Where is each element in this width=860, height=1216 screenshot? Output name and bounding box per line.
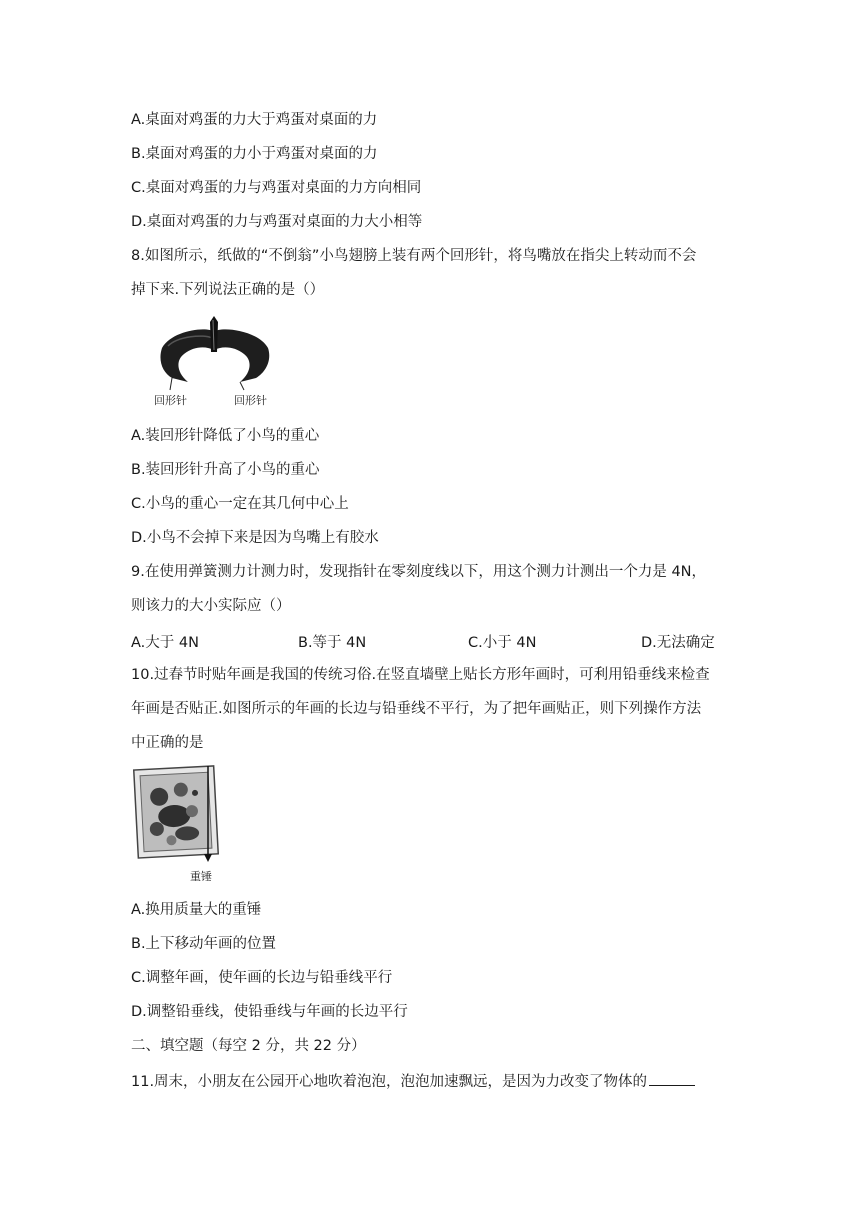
q9-option-a: A.大于 4N (131, 635, 199, 651)
q8-option-d: D.小鸟不会掉下来是因为鸟嘴上有胶水 (131, 530, 379, 546)
q9-option-b: B.等于 4N (298, 635, 367, 651)
q11-stem: 11.周末，小朋友在公园开心地吹着泡泡，泡泡加速飘远，是因为力改变了物体的 (131, 1074, 648, 1090)
q10-option-d: D.调整铅垂线，使铅垂线与年画的长边平行 (131, 1004, 408, 1020)
q8-bird-figure (148, 316, 278, 412)
q10-option-a: A.换用质量大的重锤 (131, 902, 262, 918)
q10-option-b: B.上下移动年画的位置 (131, 936, 277, 952)
q9-stem-line2: 则该力的大小实际应（） (131, 598, 291, 614)
q8-option-c: C.小鸟的重心一定在其几何中心上 (131, 496, 349, 512)
paperclip-label-right: 回形针 (234, 394, 267, 407)
q9-option-d: D.无法确定 (641, 635, 715, 651)
q11-answer-blank[interactable] (649, 1070, 695, 1086)
q10-stem-line1: 10.过春节时贴年画是我国的传统习俗.在竖直墙壁上贴长方形年画时，可利用铅垂线来检查 (131, 667, 710, 683)
q8-option-a: A.装回形针降低了小鸟的重心 (131, 428, 320, 444)
q7-option-b: B.桌面对鸡蛋的力小于鸡蛋对桌面的力 (131, 146, 378, 162)
q10-stem-line3: 中正确的是 (131, 735, 204, 751)
q9-option-c: C.小于 4N (468, 635, 537, 651)
q11-stem-line (131, 1070, 695, 1092)
q8-stem-line1: 8.如图所示，纸做的“不倒翁”小鸟翅膀上装有两个回形针，将鸟嘴放在指尖上转动而不会 (131, 248, 697, 264)
q7-option-c: C.桌面对鸡蛋的力与鸡蛋对桌面的力方向相同 (131, 180, 422, 196)
q8-stem-line2: 掉下来.下列说法正确的是（） (131, 282, 325, 298)
q8-option-b: B.装回形针升高了小鸟的重心 (131, 462, 320, 478)
section-2-heading: 二、填空题（每空 2 分，共 22 分） (131, 1038, 366, 1054)
q10-new-year-picture-figure (130, 764, 230, 886)
paperclip-label-left: 回形针 (154, 394, 187, 407)
q10-stem-line2: 年画是否贴正.如图所示的年画的长边与铅垂线不平行，为了把年画贴正，则下列操作方法 (131, 701, 702, 717)
q9-stem-line1: 9.在使用弹簧测力计测力时，发现指针在零刻度线以下，用这个测力计测出一个力是 4N， (131, 564, 707, 580)
q7-option-d: D.桌面对鸡蛋的力与鸡蛋对桌面的力大小相等 (131, 214, 423, 230)
plumb-bob-label: 重锤 (190, 870, 212, 883)
q7-option-a: A.桌面对鸡蛋的力大于鸡蛋对桌面的力 (131, 112, 378, 128)
q10-option-c: C.调整年画，使年画的长边与铅垂线平行 (131, 970, 393, 986)
q9-options (131, 631, 731, 651)
